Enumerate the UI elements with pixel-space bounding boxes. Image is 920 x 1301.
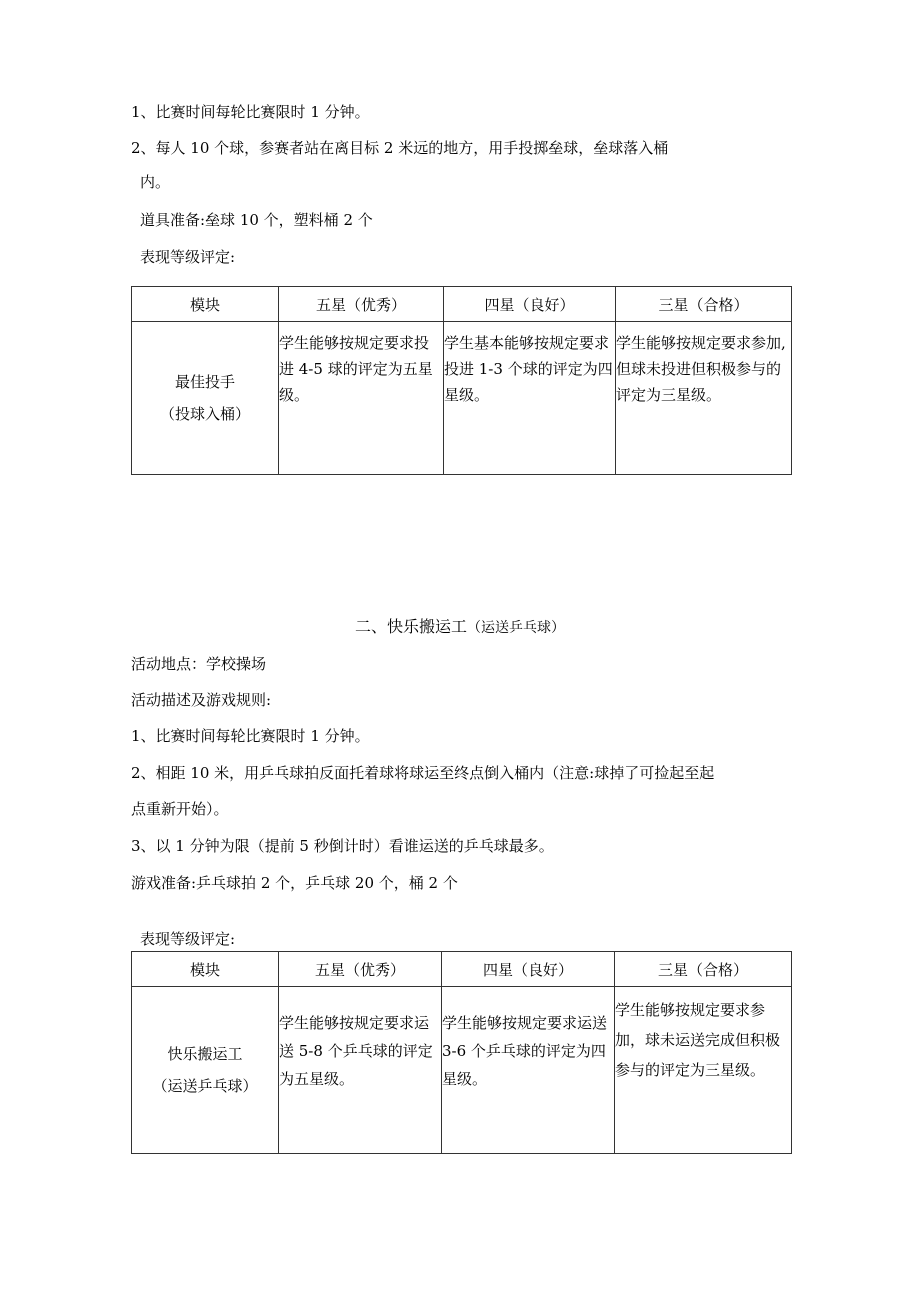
rule-1: 1、比赛时间每轮比赛限时 1 分钟。 — [131, 103, 370, 121]
header-five-star: 五星（优秀） — [279, 287, 444, 322]
four-star-criteria: 学生能够按规定要求运送 3-6 个乒乓球的评定为四星级。 — [442, 987, 615, 1154]
module-name: 最佳投手 — [174, 373, 235, 391]
header-five-star: 五星（优秀） — [279, 952, 442, 987]
five-star-criteria: 学生能够按规定要求运送 5-8 个乒乓球的评定为五星级。 — [279, 987, 442, 1154]
rule-3: 3、以 1 分钟为限（提前 5 秒倒计时）看谁运送的乒乓球最多。 — [131, 837, 554, 855]
header-four-star: 四星（良好） — [442, 952, 615, 987]
header-four-star: 四星（良好） — [444, 287, 616, 322]
section-title — [0, 617, 920, 638]
section-title-main: 二、快乐搬运工 — [354, 617, 467, 636]
module-subtitle: （运送乒乓球） — [152, 1077, 258, 1095]
module-cell — [132, 322, 279, 475]
grade-table-best-thrower — [131, 286, 792, 475]
section-title-sub: （运送乒乓球） — [467, 620, 565, 636]
rule-1: 1、比赛时间每轮比赛限时 1 分钟。 — [131, 727, 370, 745]
header-module: 模块 — [132, 287, 279, 322]
table-row — [132, 987, 792, 1154]
five-star-criteria: 学生能够按规定要求投进 4-5 球的评定为五星级。 — [279, 322, 444, 475]
props-text: 道具准备:垒球 10 个，塑料桶 2 个 — [140, 211, 373, 229]
table-header-row — [132, 952, 792, 987]
rule-2: 2、每人 10 个球，参赛者站在离目标 2 米远的地方，用手投掷垒球，垒球落入桶 — [131, 139, 669, 157]
table-row — [132, 322, 792, 475]
grade-label: 表现等级评定: — [140, 930, 236, 948]
four-star-criteria: 学生基本能够按规定要求投进 1-3 个球的评定为四星级。 — [444, 322, 616, 475]
table-header-row — [132, 287, 792, 322]
module-cell — [132, 987, 279, 1154]
rule-2-continued: 点重新开始）。 — [131, 800, 229, 818]
three-star-criteria: 学生能够按规定要求参加, 但球未投进但积极参与的评定为三星级。 — [616, 322, 792, 475]
three-star-criteria: 学生能够按规定要求参加，球未运送完成但积极参与的评定为三星级。 — [615, 987, 792, 1154]
activity-location: 活动地点：学校操场 — [131, 655, 267, 673]
module-name: 快乐搬运工 — [167, 1045, 243, 1063]
header-three-star: 三星（合格） — [615, 952, 792, 987]
module-subtitle: （投球入桶） — [159, 405, 250, 423]
rule-2: 2、相距 10 米，用乒乓球拍反面托着球将球运至终点倒入桶内（注意:球掉了可捡起至起 — [131, 764, 715, 782]
rule-2-continued: 内。 — [140, 173, 171, 191]
grade-table-happy-porter — [131, 951, 792, 1154]
grade-label: 表现等级评定: — [140, 248, 236, 266]
activity-description-label: 活动描述及游戏规则: — [131, 691, 272, 709]
header-module: 模块 — [132, 952, 279, 987]
props-text: 游戏准备:乒乓球拍 2 个，乒乓球 20 个，桶 2 个 — [131, 874, 458, 892]
header-three-star: 三星（合格） — [616, 287, 792, 322]
